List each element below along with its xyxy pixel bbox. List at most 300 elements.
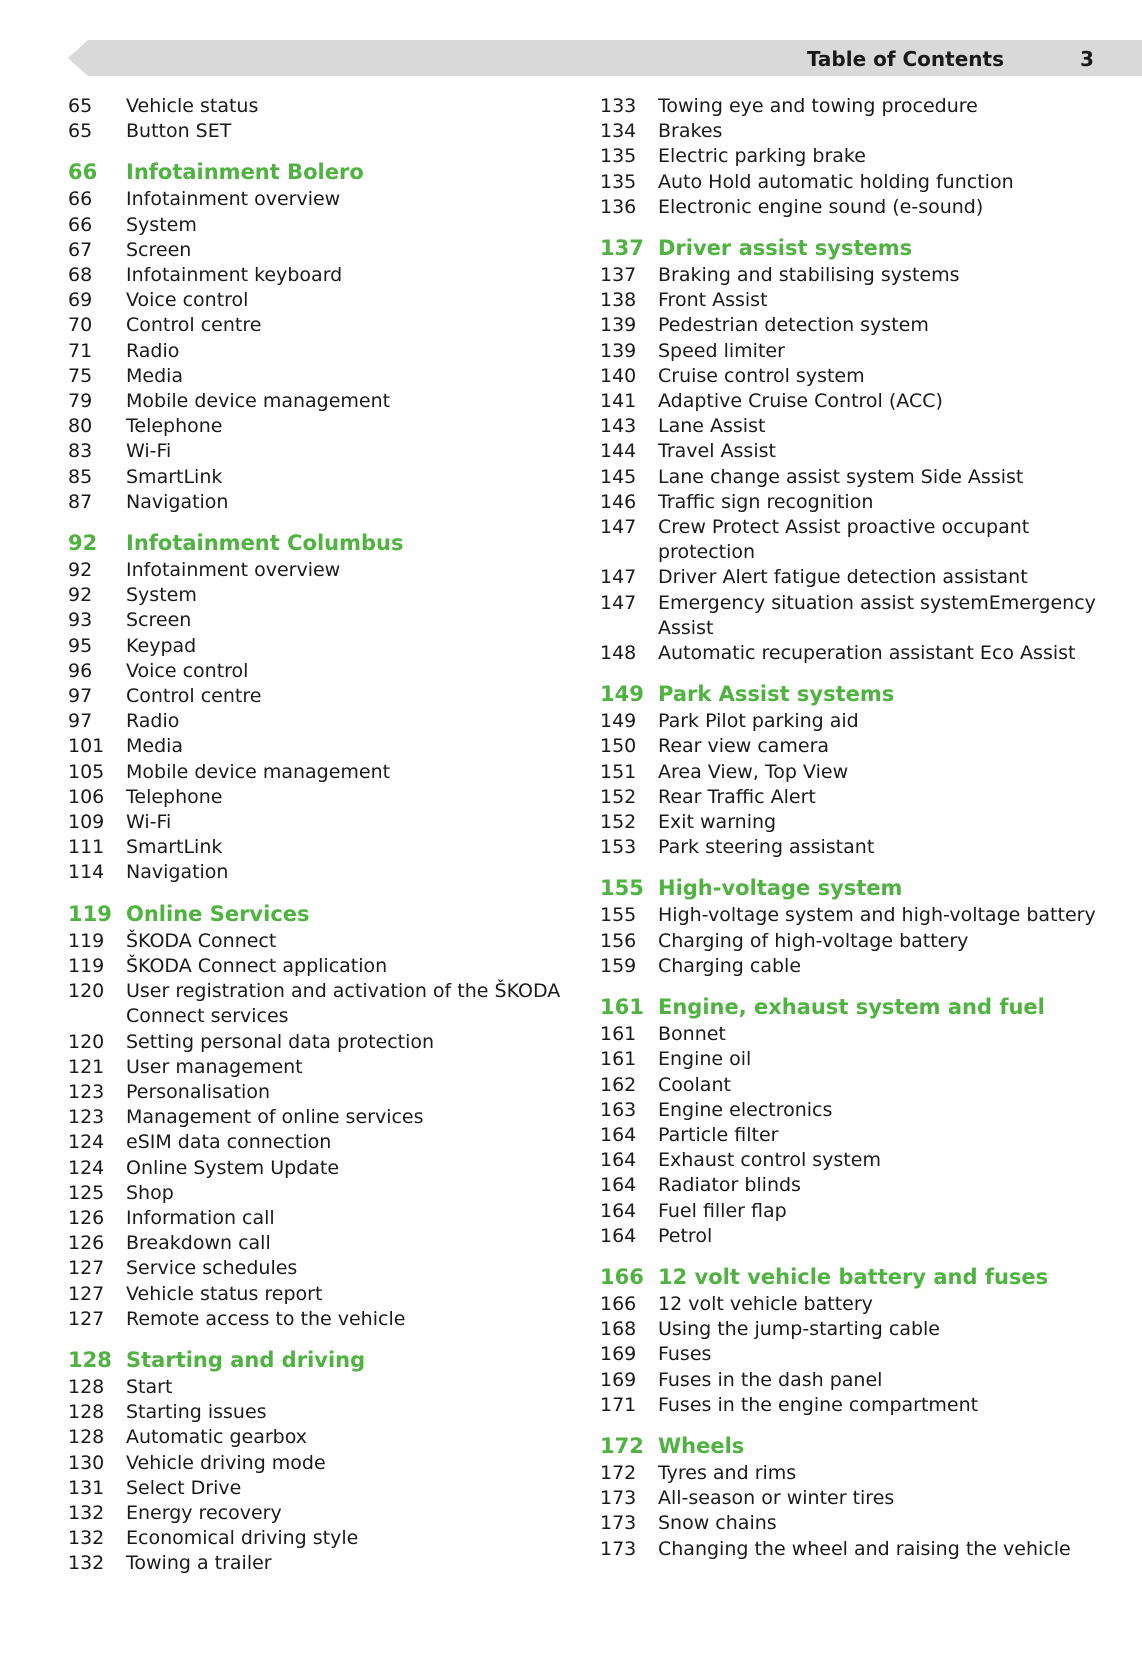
entry-page-number: 140 (600, 364, 637, 387)
section-title: Infotainment Columbus (126, 531, 404, 556)
toc-entry[interactable] (68, 1030, 568, 1055)
section-page-number: 172 (600, 1433, 644, 1458)
toc-entry[interactable] (600, 195, 1120, 220)
entry-page-number: 124 (68, 1131, 105, 1154)
entry-title: Start (126, 1375, 173, 1398)
entry-title: Changing the wheel and raising the vehicle (658, 1537, 1071, 1560)
section-heading[interactable] (68, 529, 568, 557)
toc-entry[interactable] (68, 634, 568, 659)
toc-entry[interactable] (600, 565, 1120, 590)
entry-page-number: 173 (600, 1487, 637, 1510)
entry-title: High-voltage system and high-voltage battery (658, 904, 1096, 927)
toc-section (600, 680, 1120, 860)
entry-page-number: 132 (68, 1527, 105, 1550)
section-heading[interactable] (600, 993, 1120, 1021)
toc-entry[interactable] (600, 339, 1120, 364)
entry-title: Fuel filler flap (658, 1199, 787, 1222)
toc-entry[interactable] (68, 785, 568, 810)
section-title: Driver assist systems (658, 236, 913, 261)
toc-entry[interactable] (68, 1375, 568, 1400)
entry-page-number: 119 (68, 954, 105, 977)
entry-page-number: 85 (68, 465, 93, 488)
entry-title: SmartLink (126, 465, 223, 488)
entry-title: Exhaust control system (658, 1149, 881, 1172)
toc-section (600, 993, 1120, 1249)
toc-entry[interactable] (68, 1080, 568, 1105)
entry-page-number: 114 (68, 861, 105, 884)
toc-entry[interactable] (600, 1393, 1120, 1418)
entry-page-number: 164 (600, 1123, 637, 1146)
toc-entry[interactable] (68, 760, 568, 785)
entry-page-number: 169 (600, 1343, 637, 1366)
entry-page-number: 155 (600, 904, 637, 927)
entry-page-number: 70 (68, 314, 93, 337)
entry-page-number: 101 (68, 735, 105, 758)
entry-title: Management of online services (126, 1106, 424, 1129)
entry-page-number: 121 (68, 1055, 105, 1078)
entry-page-number: 161 (600, 1023, 637, 1046)
entry-page-number: 132 (68, 1552, 105, 1575)
toc-entry[interactable] (600, 490, 1120, 515)
entry-title: Economical driving style (126, 1527, 359, 1550)
toc-entry[interactable] (600, 144, 1120, 169)
toc-entry[interactable] (600, 1537, 1120, 1562)
toc-entry[interactable] (600, 1199, 1120, 1224)
toc-entry[interactable] (600, 709, 1120, 734)
entry-page-number: 156 (600, 929, 637, 952)
entry-page-number: 147 (600, 591, 637, 614)
page-title: Table of Contents (806, 47, 1004, 71)
entry-title: Snow chains (658, 1512, 777, 1535)
toc-entry[interactable] (600, 1342, 1120, 1367)
entry-title: Brakes (658, 120, 723, 143)
entry-page-number: 143 (600, 415, 637, 438)
toc-entry[interactable] (68, 1156, 568, 1181)
toc-entry[interactable] (68, 810, 568, 835)
toc-entry[interactable] (600, 1123, 1120, 1148)
entry-title: Towing eye and towing procedure (658, 95, 978, 117)
entry-title: Voice control (126, 289, 249, 312)
entry-page-number: 162 (600, 1073, 637, 1096)
entry-title: Engine electronics (658, 1098, 833, 1121)
entry-page-number: 132 (68, 1501, 105, 1524)
entry-title: Park steering assistant (658, 836, 875, 859)
entry-title: Infotainment keyboard (126, 264, 343, 287)
toc-entry[interactable] (600, 641, 1120, 666)
entry-title: Coolant (658, 1073, 731, 1096)
entry-title: Tyres and rims (658, 1461, 797, 1484)
entry-page-number: 159 (600, 954, 637, 977)
entry-title: Front Assist (658, 289, 768, 312)
entry-page-number: 97 (68, 685, 93, 708)
toc-entry[interactable] (600, 903, 1120, 928)
toc-section (68, 529, 568, 886)
entry-title: Radio (126, 339, 180, 362)
entry-title: Navigation (126, 861, 229, 884)
entry-title: Petrol (658, 1224, 713, 1247)
entry-page-number: 126 (68, 1232, 105, 1255)
entry-page-number: 171 (600, 1393, 637, 1416)
entry-title: Engine oil (658, 1048, 752, 1071)
entry-page-number: 128 (68, 1401, 105, 1424)
toc-entry[interactable] (600, 1486, 1120, 1511)
entry-page-number: 80 (68, 415, 93, 438)
entry-page-number: 168 (600, 1318, 637, 1341)
toc-entry[interactable] (600, 1317, 1120, 1342)
toc-entry[interactable] (68, 389, 568, 414)
entry-title: All-season or winter tires (658, 1487, 895, 1510)
toc-entry[interactable] (68, 1451, 568, 1476)
entry-title: SmartLink (126, 836, 223, 859)
toc-entry[interactable] (68, 313, 568, 338)
entry-page-number: 161 (600, 1048, 637, 1071)
entry-title: System (126, 213, 197, 236)
entry-title: Vehicle driving mode (126, 1451, 326, 1474)
toc-entry[interactable] (600, 94, 1120, 119)
section-title: Wheels (658, 1433, 745, 1458)
entry-title: Wi-Fi (126, 811, 172, 834)
section-title: Park Assist systems (658, 682, 895, 707)
section-page-number: 149 (600, 682, 644, 707)
entry-title: Electronic engine sound (e-sound) (658, 195, 984, 218)
toc-entry[interactable] (600, 439, 1120, 464)
entry-page-number: 152 (600, 811, 637, 834)
toc-entry[interactable] (68, 954, 568, 979)
toc-entry[interactable] (600, 591, 1120, 641)
entry-title: System (126, 584, 197, 607)
entry-title: ŠKODA Connect application (126, 954, 388, 977)
page-number: 3 (1080, 47, 1094, 71)
toc-entry[interactable] (600, 1511, 1120, 1536)
entry-title: Travel Assist (658, 440, 776, 463)
entry-title: Fuses (658, 1343, 712, 1366)
entry-title: Radiator blinds (658, 1174, 801, 1197)
entry-page-number: 120 (68, 980, 105, 1003)
entry-title: Infotainment overview (126, 188, 341, 211)
entry-page-number: 95 (68, 634, 93, 657)
entry-page-number: 146 (600, 490, 637, 513)
toc-entry[interactable] (600, 929, 1120, 954)
entry-page-number: 83 (68, 440, 93, 463)
toc-entry[interactable] (68, 1256, 568, 1281)
toc-entry[interactable] (68, 734, 568, 759)
entry-title: Rear view camera (658, 735, 830, 758)
entry-title: Control centre (126, 314, 262, 337)
toc-entry[interactable] (68, 583, 568, 608)
toc-entry[interactable] (68, 835, 568, 860)
toc-entry[interactable] (600, 1098, 1120, 1123)
toc-entry[interactable] (600, 1047, 1120, 1072)
toc-entry[interactable] (600, 1148, 1120, 1173)
toc-section (68, 158, 568, 515)
toc-entry[interactable] (68, 288, 568, 313)
entry-title: Fuses in the dash panel (658, 1368, 883, 1391)
section-page-number: 155 (600, 876, 644, 901)
entry-page-number: 127 (68, 1307, 105, 1330)
entry-page-number: 133 (600, 95, 637, 117)
toc-entry[interactable] (68, 414, 568, 439)
toc-entry[interactable] (600, 835, 1120, 860)
entry-title: Auto Hold automatic holding function (658, 170, 1014, 193)
entry-page-number: 147 (600, 516, 637, 539)
entry-title: eSIM data connection (126, 1131, 332, 1154)
toc-entry[interactable] (68, 860, 568, 885)
toc-entry[interactable] (68, 659, 568, 684)
toc-entry[interactable] (68, 364, 568, 389)
entry-title: Button SET (126, 120, 232, 143)
toc-entry[interactable] (600, 364, 1120, 389)
entry-title: 12 volt vehicle battery (658, 1292, 873, 1315)
entry-title: Control centre (126, 685, 262, 708)
toc-section (600, 874, 1120, 979)
toc-entry[interactable] (68, 1476, 568, 1501)
toc-entry[interactable] (600, 954, 1120, 979)
entry-page-number: 92 (68, 584, 93, 607)
entry-title: ŠKODA Connect (126, 929, 277, 952)
toc-entry[interactable] (600, 414, 1120, 439)
toc-entry[interactable] (68, 490, 568, 515)
entry-page-number: 145 (600, 465, 637, 488)
entry-title: Using the jump-starting cable (658, 1318, 940, 1341)
section-page-number: 92 (68, 531, 98, 556)
toc-entry[interactable] (68, 1400, 568, 1425)
toc-entry[interactable] (600, 1022, 1120, 1047)
toc-entry[interactable] (600, 313, 1120, 338)
toc-entry[interactable] (68, 1130, 568, 1155)
entry-title: Pedestrian detection system (658, 314, 929, 337)
entry-page-number: 139 (600, 314, 637, 337)
entry-title: Personalisation (126, 1080, 270, 1103)
toc-entry[interactable] (68, 558, 568, 583)
entry-title: Voice control (126, 659, 249, 682)
entry-page-number: 96 (68, 659, 93, 682)
section-title: Infotainment Bolero (126, 160, 364, 185)
entry-title: Area View, Top View (658, 760, 849, 783)
toc-entry[interactable] (68, 187, 568, 212)
toc-section (68, 1346, 568, 1577)
entry-title: Vehicle status report (126, 1282, 323, 1305)
toc-entry[interactable] (68, 1501, 568, 1526)
toc-entry[interactable] (68, 1282, 568, 1307)
toc-entry[interactable] (68, 979, 568, 1029)
entry-title: User management (126, 1055, 303, 1078)
section-heading[interactable] (68, 1346, 568, 1374)
entry-title: Lane Assist (658, 415, 766, 438)
entry-page-number: 166 (600, 1292, 637, 1315)
section-heading[interactable] (600, 1263, 1120, 1291)
entry-title: Exit warning (658, 811, 777, 834)
toc-entry[interactable] (68, 1307, 568, 1332)
entry-page-number: 135 (600, 170, 637, 193)
entry-page-number: 87 (68, 490, 93, 513)
entry-page-number: 153 (600, 836, 637, 859)
entry-page-number: 119 (68, 929, 105, 952)
entry-title: Cruise control system (658, 364, 865, 387)
toc-entry[interactable] (600, 1461, 1120, 1486)
entry-title: Screen (126, 238, 192, 261)
section-title: Online Services (126, 901, 310, 926)
entry-page-number: 97 (68, 710, 93, 733)
toc-section (600, 1432, 1120, 1562)
section-title: Engine, exhaust system and fuel (658, 995, 1045, 1020)
entry-page-number: 164 (600, 1199, 637, 1222)
entry-page-number: 106 (68, 785, 105, 808)
entry-title: Mobile device management (126, 760, 391, 783)
entry-page-number: 93 (68, 609, 93, 632)
toc-entry[interactable] (68, 465, 568, 490)
entry-page-number: 149 (600, 710, 637, 733)
toc-entry[interactable] (68, 1526, 568, 1551)
toc-entry[interactable] (600, 785, 1120, 810)
toc-entry[interactable] (600, 288, 1120, 313)
toc-section (600, 234, 1120, 666)
toc-entry[interactable] (600, 734, 1120, 759)
toc-entry[interactable] (68, 119, 568, 144)
entry-page-number: 136 (600, 195, 637, 218)
entry-page-number: 172 (600, 1461, 637, 1484)
toc-column-right (600, 94, 1120, 1576)
entry-title: Select Drive (126, 1476, 242, 1499)
entry-title: Service schedules (126, 1257, 298, 1280)
entry-title: Crew Protect Assist proactive occupant protection (658, 516, 1030, 564)
entry-title: Wi-Fi (126, 440, 172, 463)
entry-title: Rear Traffic Alert (658, 785, 816, 808)
entry-title: Charging cable (658, 954, 802, 977)
entry-title: Braking and stabilising systems (658, 264, 960, 287)
entry-title: Emergency situation assist systemEmergency Assist (658, 591, 1096, 639)
entry-page-number: 150 (600, 735, 637, 758)
toc-entry[interactable] (600, 1368, 1120, 1393)
toc-entry[interactable] (600, 515, 1120, 565)
entry-page-number: 151 (600, 760, 637, 783)
toc-entry[interactable] (600, 119, 1120, 144)
entry-title: Energy recovery (126, 1501, 282, 1524)
toc-entry[interactable] (68, 1105, 568, 1130)
entry-page-number: 69 (68, 289, 93, 312)
toc-entry[interactable] (68, 684, 568, 709)
section-heading[interactable] (68, 900, 568, 928)
entry-title: Shop (126, 1181, 174, 1204)
toc-entry[interactable] (68, 608, 568, 633)
toc-entry[interactable] (600, 1073, 1120, 1098)
entry-title: Navigation (126, 490, 229, 513)
entry-title: Screen (126, 609, 192, 632)
toc-entry[interactable] (68, 339, 568, 364)
toc-entry[interactable] (600, 263, 1120, 288)
toc-entry[interactable] (600, 1224, 1120, 1249)
entry-page-number: 123 (68, 1080, 105, 1103)
section-title: 12 volt vehicle battery and fuses (658, 1264, 1049, 1289)
entry-page-number: 75 (68, 364, 93, 387)
section-page-number: 137 (600, 236, 644, 261)
section-page-number: 119 (68, 901, 112, 926)
entry-page-number: 79 (68, 390, 93, 413)
toc-entry[interactable] (68, 94, 568, 119)
toc-entry[interactable] (68, 213, 568, 238)
entry-page-number: 126 (68, 1206, 105, 1229)
entry-title: Adaptive Cruise Control (ACC) (658, 390, 943, 413)
toc-entry[interactable] (68, 1231, 568, 1256)
toc-entry[interactable] (68, 1425, 568, 1450)
toc-entry[interactable] (600, 810, 1120, 835)
entry-title: Bonnet (658, 1023, 726, 1046)
toc-entry[interactable] (68, 709, 568, 734)
entry-page-number: 65 (68, 120, 93, 143)
toc-entry[interactable] (600, 465, 1120, 490)
entry-page-number: 120 (68, 1030, 105, 1053)
entry-page-number: 130 (68, 1451, 105, 1474)
toc-entry[interactable] (68, 238, 568, 263)
toc-entry[interactable] (600, 1173, 1120, 1198)
entry-page-number: 68 (68, 264, 93, 287)
section-title: Starting and driving (126, 1347, 366, 1372)
entry-title: Automatic gearbox (126, 1426, 308, 1449)
toc-entry[interactable] (68, 1181, 568, 1206)
entry-page-number: 128 (68, 1375, 105, 1398)
toc-entry[interactable] (68, 1206, 568, 1231)
entry-title: Information call (126, 1206, 275, 1229)
section-heading[interactable] (600, 874, 1120, 902)
entry-title: Charging of high-voltage battery (658, 929, 969, 952)
toc-entry[interactable] (68, 1551, 568, 1576)
toc-entry[interactable] (68, 1055, 568, 1080)
entry-title: Mobile device management (126, 390, 391, 413)
toc-entry[interactable] (600, 389, 1120, 414)
entry-title: Park Pilot parking aid (658, 710, 859, 733)
entry-page-number: 67 (68, 238, 93, 261)
entry-title: Lane change assist system Side Assist (658, 465, 1024, 488)
toc-entry[interactable] (600, 170, 1120, 195)
entry-page-number: 144 (600, 440, 637, 463)
entry-page-number: 127 (68, 1257, 105, 1280)
entry-page-number: 138 (600, 289, 637, 312)
entry-page-number: 109 (68, 811, 105, 834)
entry-page-number: 92 (68, 559, 93, 582)
entry-page-number: 164 (600, 1149, 637, 1172)
entry-page-number: 125 (68, 1181, 105, 1204)
entry-page-number: 141 (600, 390, 637, 413)
entry-title: Particle filter (658, 1123, 779, 1146)
section-heading[interactable] (68, 158, 568, 186)
entry-page-number: 169 (600, 1368, 637, 1391)
toc-entry[interactable] (68, 263, 568, 288)
entry-page-number: 147 (600, 566, 637, 589)
toc-entry[interactable] (600, 760, 1120, 785)
section-heading[interactable] (600, 234, 1120, 262)
entry-page-number: 128 (68, 1426, 105, 1449)
entry-page-number: 148 (600, 642, 637, 665)
toc-section (68, 94, 568, 144)
toc-section (600, 1263, 1120, 1418)
entry-page-number: 134 (600, 120, 637, 143)
section-page-number: 166 (600, 1264, 644, 1289)
entry-page-number: 123 (68, 1106, 105, 1129)
toc-entry[interactable] (68, 929, 568, 954)
entry-title: Traffic sign recognition (658, 490, 874, 513)
section-heading[interactable] (600, 680, 1120, 708)
toc-column-left (68, 94, 568, 1591)
toc-entry[interactable] (600, 1292, 1120, 1317)
entry-title: Electric parking brake (658, 145, 866, 168)
toc-entry[interactable] (68, 439, 568, 464)
section-heading[interactable] (600, 1432, 1120, 1460)
entry-page-number: 173 (600, 1537, 637, 1560)
entry-page-number: 152 (600, 785, 637, 808)
entry-page-number: 111 (68, 836, 105, 859)
entry-title: Automatic recuperation assistant Eco Assist (658, 642, 1076, 665)
entry-title: Vehicle status (126, 95, 259, 117)
entry-title: Starting issues (126, 1401, 267, 1424)
